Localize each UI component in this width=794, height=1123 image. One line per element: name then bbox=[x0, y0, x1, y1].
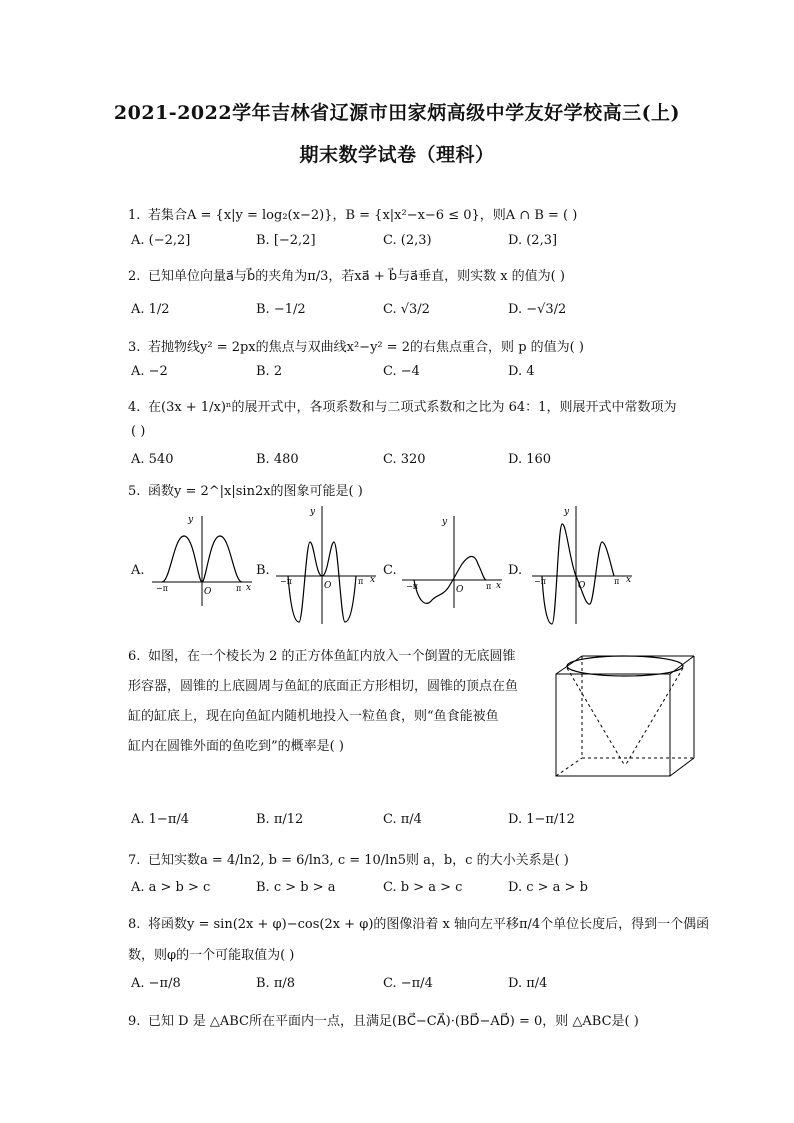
origin-label: O bbox=[324, 581, 332, 591]
question-number: 6. bbox=[128, 649, 141, 664]
option-a: A. −π/8 bbox=[131, 976, 181, 991]
question-line: 缸的缸底上，现在向鱼缸内随机地投入一粒鱼食，则“鱼食能被鱼 bbox=[128, 709, 499, 724]
option-d: D. 1−π/12 bbox=[508, 812, 575, 827]
cube-front-face bbox=[556, 674, 670, 776]
question-1 bbox=[128, 204, 577, 223]
neg-pi-label: −π bbox=[534, 577, 546, 586]
title-line-1: 2021-2022学年吉林省辽源市田家炳高级中学友好学校高三(上) bbox=[113, 102, 681, 124]
question-2 bbox=[128, 265, 565, 284]
option-c: C. √3/2 bbox=[383, 302, 430, 317]
cube-cone-figure bbox=[552, 652, 698, 780]
option-b: B. [−2,2] bbox=[256, 233, 316, 248]
curve bbox=[542, 524, 614, 624]
question-text: 已知实数a = 4/ln2, b = 6/ln3, c = 10/ln5则 a，b，c 的大小关系是( ) bbox=[148, 853, 569, 868]
question-text: 若抛物线y² = 2px的焦点与双曲线x²−y² = 2的右焦点重合，则 p 的值为( ) bbox=[148, 340, 584, 355]
y-label: y bbox=[442, 517, 448, 527]
question-line: 缸内在圆锥外面的鱼吃到”的概率是( ) bbox=[128, 739, 344, 754]
option-a: A. 1−π/4 bbox=[131, 812, 190, 827]
pi-label: π bbox=[358, 577, 364, 586]
y-label: y bbox=[310, 507, 316, 517]
question-line: 形容器，圆锥的上底圆周与鱼缸的底面正方形相切，圆锥的顶点在鱼 bbox=[128, 679, 519, 694]
question-text: 已知 D 是 △ABC所在平面内一点，且满足(BC⃗−CA⃗)·(BD⃗−AD⃗) = 0，则 △ABC是( ) bbox=[148, 1014, 639, 1029]
question-7 bbox=[128, 849, 569, 868]
x-label: x bbox=[626, 575, 632, 585]
title-line-2: 期末数学试卷（理科） bbox=[299, 144, 495, 166]
question-line: 如图，在一个棱长为 2 的正方体鱼缸内放入一个倒置的无底圆锥 bbox=[148, 649, 516, 664]
question-number: 4. bbox=[128, 400, 141, 415]
question-text: 将函数y = sin(2x + φ)−cos(2x + φ)的图像沿着 x 轴向左平移π/4个单位长度后，得到一个偶函 bbox=[148, 917, 710, 932]
option-b: B. π/12 bbox=[256, 812, 304, 827]
question-6 bbox=[128, 642, 518, 762]
origin-label: O bbox=[204, 587, 212, 597]
question-4 bbox=[128, 396, 676, 415]
option-d: D. π/4 bbox=[508, 976, 548, 991]
option-d: D. c > a > b bbox=[508, 880, 588, 895]
cube-edge bbox=[670, 758, 694, 776]
cone-top-circle bbox=[567, 656, 683, 676]
option-c: C. (2,3) bbox=[383, 233, 432, 248]
question-number: 3. bbox=[128, 340, 141, 355]
option-b: B. c > b > a bbox=[256, 880, 336, 895]
y-label: y bbox=[188, 515, 194, 525]
option-d: D. −√3/2 bbox=[508, 302, 567, 317]
x-label: x bbox=[370, 575, 376, 585]
pi-label: π bbox=[614, 577, 620, 586]
option-a: A. −2 bbox=[131, 364, 168, 379]
cone-side bbox=[625, 668, 683, 766]
option-b: B. 480 bbox=[256, 452, 299, 467]
question-number: 8. bbox=[128, 917, 141, 932]
option-c: C. 320 bbox=[383, 452, 426, 467]
pi-label: π bbox=[236, 584, 242, 593]
option-d: D. (2,3] bbox=[508, 233, 558, 248]
question-text: 在(3x + 1/x)ⁿ的展开式中，各项系数和与二项式系数和之比为 64：1，则展开式中常数项为 bbox=[148, 400, 677, 415]
option-c: C. −4 bbox=[383, 364, 420, 379]
option-b: B. 2 bbox=[256, 364, 283, 379]
question-text: 函数y = 2^|x|sin2x的图象可能是( ) bbox=[148, 484, 363, 499]
option-d: D. 4 bbox=[508, 364, 535, 379]
option-d: D. bbox=[508, 563, 523, 578]
question-5 bbox=[128, 480, 363, 499]
option-c: C. π/4 bbox=[383, 812, 422, 827]
option-c: C. −π/4 bbox=[383, 976, 433, 991]
question-4-cont: ( ) bbox=[131, 424, 146, 439]
cone-side bbox=[567, 668, 625, 766]
question-text: 已知单位向量a⃗与b⃗的夹角为π/3，若xa⃗ + b⃗与a⃗垂直，则实数 x 的值为( ) bbox=[148, 269, 565, 284]
x-label: x bbox=[496, 581, 502, 591]
option-c: C. b > a > c bbox=[383, 880, 463, 895]
graph-c bbox=[398, 512, 506, 612]
option-b: B. π/8 bbox=[256, 976, 296, 991]
question-number: 9. bbox=[128, 1014, 141, 1029]
y-label: y bbox=[564, 507, 570, 517]
neg-pi-label: −π bbox=[280, 577, 292, 586]
origin-label: O bbox=[578, 581, 586, 591]
pi-label: π bbox=[486, 582, 492, 591]
question-number: 2. bbox=[128, 269, 141, 284]
option-d: D. 160 bbox=[508, 452, 552, 467]
option-a: A. (−2,2] bbox=[131, 233, 191, 248]
question-text: 若集合A = {x|y = log₂(x−2)}，B = {x|x²−x−6 ≤ 0}，则A ∩ B = ( ) bbox=[148, 208, 578, 223]
question-8 bbox=[128, 913, 709, 932]
neg-pi-label: −π bbox=[406, 582, 418, 591]
hidden-edge bbox=[556, 758, 582, 776]
option-c: C. bbox=[383, 563, 397, 578]
question-number: 7. bbox=[128, 853, 141, 868]
graph-b bbox=[272, 502, 380, 628]
question-9 bbox=[128, 1010, 639, 1029]
option-a: A. 540 bbox=[131, 452, 174, 467]
origin-label: O bbox=[456, 585, 464, 595]
option-b: B. bbox=[256, 563, 270, 578]
option-a: A. a > b > c bbox=[131, 880, 211, 895]
graph-a bbox=[148, 510, 256, 610]
question-3 bbox=[128, 336, 584, 355]
option-b: B. −1/2 bbox=[256, 302, 306, 317]
x-label: x bbox=[246, 583, 252, 593]
question-number: 5. bbox=[128, 484, 141, 499]
option-a: A. bbox=[131, 563, 145, 578]
graph-d bbox=[528, 502, 636, 628]
neg-pi-label: −π bbox=[156, 584, 168, 593]
question-number: 1. bbox=[128, 208, 141, 223]
option-a: A. 1/2 bbox=[131, 302, 170, 317]
question-8-cont: 数，则φ的一个可能取值为( ) bbox=[128, 948, 295, 963]
